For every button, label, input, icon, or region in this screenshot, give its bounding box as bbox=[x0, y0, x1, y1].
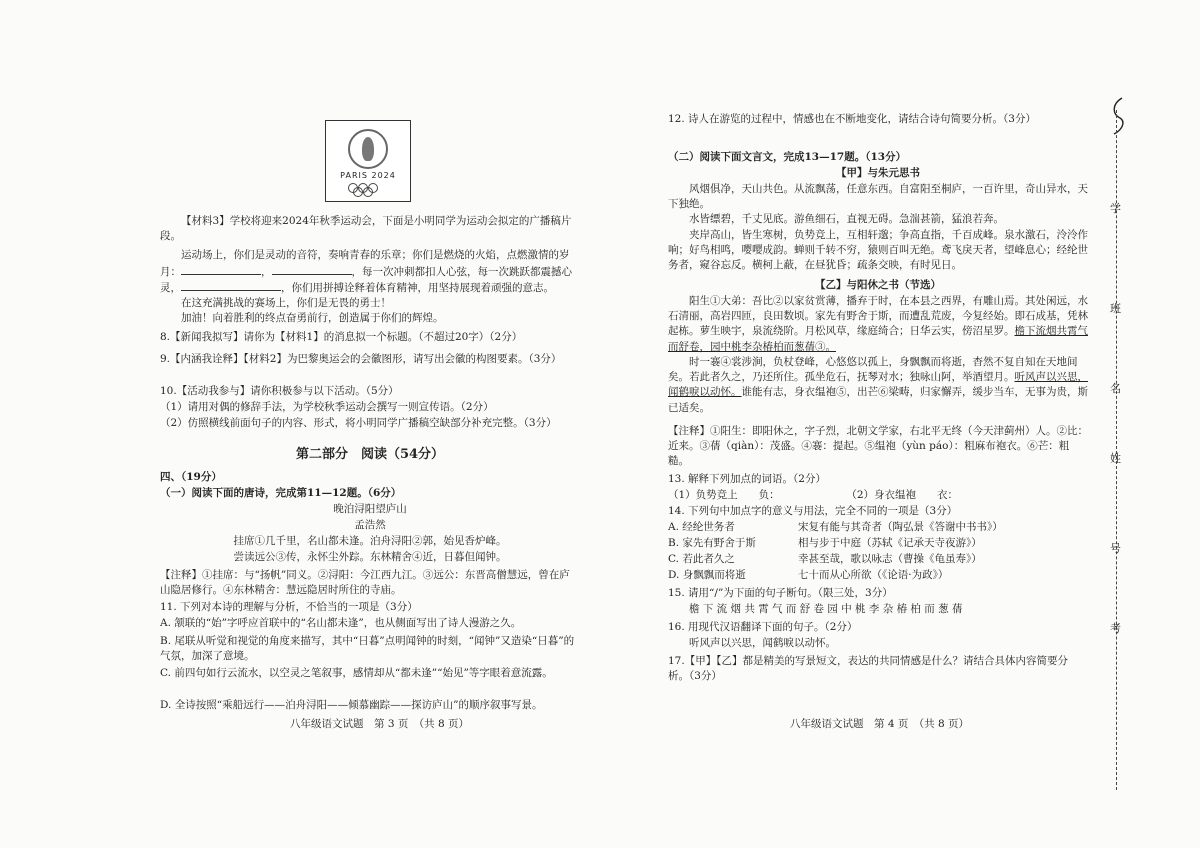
option-11-a: A. 颔联的“始”字呼应首联中的“名山都未逢”，也从侧面写出了诗人漫游之久。 bbox=[160, 617, 522, 629]
question-9: 9.【内涵我诠释】【材料2】为巴黎奥运会的会徽图形，请写出会徽的构图要素。（3分） bbox=[160, 353, 562, 365]
option-14-c-left: C. 若此者久之 bbox=[668, 553, 735, 565]
option-14-c-right: 幸甚至哉，歌以咏志（曹操《龟虽寿》） bbox=[798, 553, 982, 565]
option-14-a-left: A. 经纶世务者 bbox=[668, 521, 735, 533]
subsection-1: （一）阅读下面的唐诗，完成第11—12题。（6分） bbox=[160, 487, 402, 499]
option-11-c: C. 前四句如行云流水，以空灵之笔叙事，感情却从“都未逢”“始见”等字眼着意流露。 bbox=[160, 667, 553, 679]
option-11-b: B. 尾联从听觉和视觉的角度来描写，其中“日暮”点明闻钟的时刻，“闻钟”又造染“日暮”的气氛，加深了意境。 bbox=[160, 635, 575, 663]
yi-p2-underlined: 听风声以兴思，闻鹤唳以动怀。 bbox=[668, 371, 1088, 399]
poem-notes: 【注释】①挂席：与“扬帆”同义。②浔阳：今江西九江。③远公：东晋高僧慧远，曾在庐山隐居修行。④东林精舍：慧远隐居时所住的寺庙。 bbox=[160, 569, 570, 597]
question-17: 17.【甲】【乙】都是精美的写景短文，表达的共同情感是什么？请结合具体内容简要分析。（3分） bbox=[668, 655, 1068, 683]
option-14-c bbox=[668, 552, 1088, 567]
option-14-b-left: B. 家先有野舍于斯 bbox=[668, 537, 756, 549]
option-11-d: D. 全诗按照“乘船远行——泊舟浔阳——倾慕幽踪——探访庐山”的顺序叙事写景。 bbox=[160, 699, 543, 711]
question-10: 10.【活动我参与】请你积极参与以下活动。（5分） bbox=[160, 385, 399, 397]
option-14-a bbox=[668, 520, 1088, 535]
material-3 bbox=[160, 214, 580, 327]
yi-p1-text: 阳生①大弟：吾比②以家贫赏薄，播弃于时，在本县之西界，有雕山焉。其处闲远，水石清丽，高岩四匝，良田数顷。家先有野舍于斯，而遭乱荒废，今复经始。即石成基，凭林起栋。萝生映宇，泉流绕阶。月松风草，缘庭绮合；日华云实，傍沼星罗。 bbox=[668, 295, 1088, 338]
flame-icon bbox=[348, 129, 388, 169]
left-footer: 八年级语文试题 第 3 页 （共 8 页） bbox=[290, 718, 469, 730]
question-16: 16. 用现代汉语翻译下面的句子。（2分） bbox=[668, 621, 858, 633]
broadcast-line-2: 在这充满挑战的赛场上，你们是无畏的勇士！ bbox=[181, 297, 391, 310]
logo-text: PARIS 2024 bbox=[340, 171, 396, 180]
section-4: 四、（19分） bbox=[160, 471, 222, 483]
binding-label: 考 bbox=[1110, 622, 1121, 635]
yi-p2-end: 谁能有志，身衣缊袍⑤，出芒⑥梁畴，归家懈弄，缓步当车，无事为贵，斯已适矣。 bbox=[668, 386, 1088, 414]
passage-yi-title: 【乙】与阳休之书（节选） bbox=[815, 279, 941, 291]
option-14-d bbox=[668, 568, 1088, 583]
jia-paragraph-2: 水皆缥碧，千丈见底。游鱼细石，直视无碍。急湍甚箭，猛浪若奔。 bbox=[689, 213, 1004, 226]
broadcast-line-b: ，每一次冲刺都扣人心弦，每一次跳跃都震撼心灵， bbox=[160, 265, 572, 294]
right-footer: 八年级语文试题 第 4 页 （共 8 页） bbox=[790, 718, 969, 730]
binding-label: 名 bbox=[1110, 382, 1121, 395]
question-14: 14. 下列句中加点字的意义与用法，完全不同的一项是（3分） bbox=[668, 505, 958, 517]
question-13-items bbox=[668, 488, 1088, 503]
binding-label: 学 bbox=[1110, 202, 1121, 215]
poem-author: 孟浩然 bbox=[354, 519, 386, 531]
option-14-a-right: 宋复有能与其奇者（陶弘景《答谢中书书》） bbox=[798, 521, 1003, 533]
q13-item-2: （2）身衣缊袍 衣： bbox=[846, 489, 959, 501]
paris-2024-logo bbox=[325, 120, 411, 202]
subsection-2: （二）阅读下面文言文，完成13—17题。（13分） bbox=[668, 151, 907, 163]
broadcast-line-a: 运动场上，你们是灵动的音符，奏响青春的乐章；你们是燃烧的火焰，点燃激情的岁月： bbox=[160, 249, 570, 278]
passage-yi bbox=[668, 294, 1088, 416]
option-14-d-left: D. 身飘飘而将逝 bbox=[668, 569, 746, 581]
yi-p1-underlined: 檐下流烟共霄气而舒卷，园中桃李杂椿柏而葱蒨③。 bbox=[668, 325, 1088, 353]
poem-title: 晚泊浔阳望庐山 bbox=[333, 503, 407, 515]
binding-label: 姓 bbox=[1110, 452, 1121, 465]
yi-paragraph-1 bbox=[668, 294, 1088, 355]
jia-paragraph-3: 夹岸高山，皆生寒树，负势竞上，互相轩邈；争高直指，千百成峰。泉水激石，泠泠作响；好鸟相鸣，嘤嘤成韵。蝉则千转不穷，猿则百叫无绝。鸢飞戾天者，望峰息心；经纶世务者，窥谷忘反。横柯上蔽，在昼犹昏；疏条交映，有时见日。 bbox=[668, 228, 1088, 272]
question-15: 15. 请用“/”为下面的句子断句。（限三处，3分） bbox=[668, 587, 893, 599]
question-13: 13. 解释下列加点的词语。（2分） bbox=[668, 473, 826, 485]
answer-blank[interactable] bbox=[181, 264, 261, 275]
binding-label: 号 bbox=[1110, 542, 1121, 555]
passage-jia bbox=[668, 182, 1088, 273]
poem-line-1: 挂席①几千里，名山都未逢。泊舟浔阳②郭，始见香炉峰。 bbox=[233, 535, 507, 547]
question-12: 12. 诗人在游览的过程中，情感也在不断地变化，请结合诗句简要分析。（3分） bbox=[668, 113, 1036, 125]
option-14-b-right: 相与步于中庭（苏轼《记承天寺夜游》） bbox=[798, 537, 982, 549]
jia-paragraph-1: 风烟俱净，天山共色。从流飘荡，任意东西。自富阳至桐庐，一百许里，奇山异水，天下独绝。 bbox=[668, 183, 1088, 211]
question-15-text: 檐 下 流 烟 共 霄 气 而 舒 卷 园 中 桃 李 杂 椿 柏 而 葱 蒨 bbox=[689, 603, 963, 615]
yi-paragraph-2 bbox=[668, 355, 1088, 416]
broadcast-line-c: ，你们用拼搏诠释着体育精神，用坚持展现着顽强的意志。 bbox=[281, 281, 554, 294]
part-2-title: 第二部分 阅读（54分） bbox=[295, 447, 445, 462]
question-11: 11. 下列对本诗的理解与分析，不恰当的一项是（3分） bbox=[160, 601, 418, 613]
q13-item-1: （1）负势竞上 负： bbox=[668, 489, 780, 501]
yi-p2-text: 时一褰④裳涉涧，负杖登峰，心悠悠以孤上，身飘飘而将逝，杳然不复自知在天地间矣。若此者久之，乃还所住。孤坐危石，抚琴对水；独咏山阿，举酒望月。 bbox=[668, 355, 1078, 384]
broadcast-line-3: 加油！向着胜利的终点奋勇前行，创造属于你们的辉煌。 bbox=[181, 312, 444, 325]
passage-notes: 【注释】①阳生：即阳休之，字子烈，北朝文学家，右北平无终（今天津蓟州）人。②比：近来。③蒨（qiàn）：茂盛。④褰：提起。⑤缊袍（yùn páo）：粗麻布袍衣。⑥芒：粗糙。 bbox=[668, 425, 1088, 468]
question-8: 8.【新闻我拟写】请你为【材料1】的消息拟一个标题。（不超过20字）（2分） bbox=[160, 331, 523, 343]
question-10-2: （2）仿照横线前面句子的内容、形式，将小明同学广播稿空缺部分补充完整。（3分） bbox=[160, 417, 557, 429]
poem-line-2: 尝读远公③传，永怀尘外踪。东林精舍④近，日暮但闻钟。 bbox=[233, 551, 507, 563]
passage-jia-title: 【甲】与朱元思书 bbox=[836, 167, 920, 179]
option-14-b bbox=[668, 536, 1088, 551]
material-3-intro: 【材料3】学校将迎来2024年秋季运动会，下面是小明同学为运动会拟定的广播稿片段。 bbox=[160, 215, 572, 243]
answer-blank[interactable] bbox=[181, 280, 281, 291]
binding-label: 班 bbox=[1110, 302, 1121, 315]
option-14-d-right: 七十而从心所欲（《论语·为政》） bbox=[798, 569, 949, 581]
material-3-text: 运动场上，你们是灵动的音符，奏响青春的乐章；你们是燃烧的火焰，点燃激情的岁月： ， ，每一次冲刺都扣人心弦，每一次跳跃都震撼心灵， ，你们用拼搏诠释着体育精神，用坚持展现着顽强的意志。 bbox=[160, 249, 572, 294]
question-10-1: （1）请用对偶的修辞手法，为学校秋季运动会撰写一则宣传语。（2分） bbox=[160, 401, 494, 413]
olympic-rings-icon bbox=[348, 183, 390, 195]
answer-blank[interactable] bbox=[272, 264, 352, 275]
question-16-text: 听风声以兴思，闻鹤唳以动怀。 bbox=[689, 637, 836, 649]
